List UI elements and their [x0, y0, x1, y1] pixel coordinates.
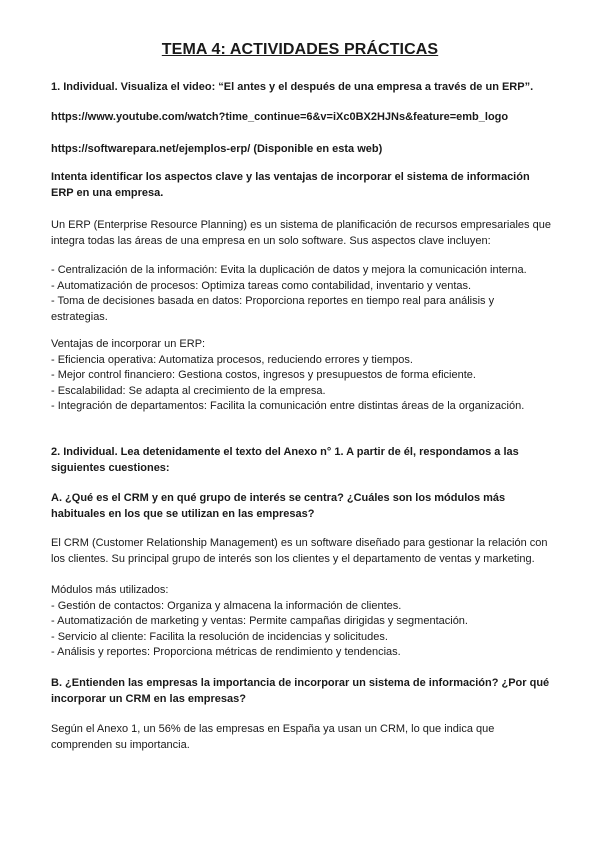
erp-intro: Un ERP (Enterprise Resource Planning) es un sistema de planificación de recursos empresariales que integra todas las áreas de una empresa en un solo software. Sus aspectos clave incluyen: [51, 219, 551, 247]
list-item: - Escalabilidad: Se adapta al crecimiento de la empresa. [51, 384, 326, 397]
youtube-link[interactable]: https://www.youtube.com/watch?time_continue=6&v=iXc0BX2HJNs&feature=emb_logo [51, 111, 509, 123]
list-item: - Mejor control financiero: Gestiona costos, ingresos y presupuestos de forma eficiente. [51, 369, 476, 381]
modules-heading: Módulos más utilizados: [51, 584, 169, 596]
list-item: - Gestión de contactos: Organiza y almacena la información de clientes. [51, 599, 402, 612]
q2-heading: 2. Individual. Lea detenidamente el texto del Anexo n° 1. A partir de él, respondamos a las siguientes cuestiones: [51, 446, 519, 474]
erp-aspects-list [51, 263, 551, 325]
advantages-heading: Ventajas de incorporar un ERP: [51, 338, 206, 350]
list-item: - Toma de decisiones basada en datos: Proporciona reportes en tiempo real para análisis y estrategias. [51, 295, 495, 323]
list-item: - Servicio al cliente: Facilita la resolución de incidencias y solicitudes. [51, 630, 388, 643]
list-item: - Integración de departamentos: Facilita la comunicación entre distintas áreas de la organización. [51, 400, 525, 412]
list-item: - Análisis y reportes: Proporciona métricas de rendimiento y tendencias. [51, 646, 401, 658]
list-item: - Eficiencia operativa: Automatiza procesos, reduciendo errores y tiempos. [51, 353, 413, 366]
q2a-question: A. ¿Qué es el CRM y en qué grupo de interés se centra? ¿Cuáles son los módulos más habituales en los que se utilizan en las empresas? [51, 492, 506, 520]
softwarepara-link: https://softwarepara.net/ejemplos-erp/ (Disponible en esta web) [51, 143, 383, 155]
q2b-answer: Según el Anexo 1, un 56% de las empresas en España ya usan un CRM, lo que indica que comprenden su importancia. [51, 723, 495, 751]
erp-advantages [51, 337, 551, 415]
q1-prompt: Intenta identificar los aspectos clave y las ventajas de incorporar el sistema de información ERP en una empresa. [51, 171, 530, 199]
q1-heading: 1. Individual. Visualiza el video: “El antes y el después de una empresa a través de un ERP”. [51, 81, 534, 93]
list-item: - Automatización de procesos: Optimiza tareas como contabilidad, inventario y ventas. [51, 279, 472, 292]
q2a-answer: El CRM (Customer Relationship Management) es un software diseñado para gestionar la relación con los clientes. Su principal grupo de interés son los clientes y el departamento de ventas y marketing. [51, 537, 548, 565]
crm-modules [51, 583, 551, 661]
q2b-question: B. ¿Entienden las empresas la importancia de incorporar un sistema de información? ¿Por qué incorporar un CRM en las empresas? [51, 677, 550, 705]
list-item: - Centralización de la información: Evita la duplicación de datos y mejora la comunicación interna. [51, 264, 527, 276]
page-title: TEMA 4: ACTIVIDADES PRÁCTICAS [161, 41, 439, 58]
list-item: - Automatización de marketing y ventas: Permite campañas dirigidas y segmentación. [51, 615, 468, 627]
